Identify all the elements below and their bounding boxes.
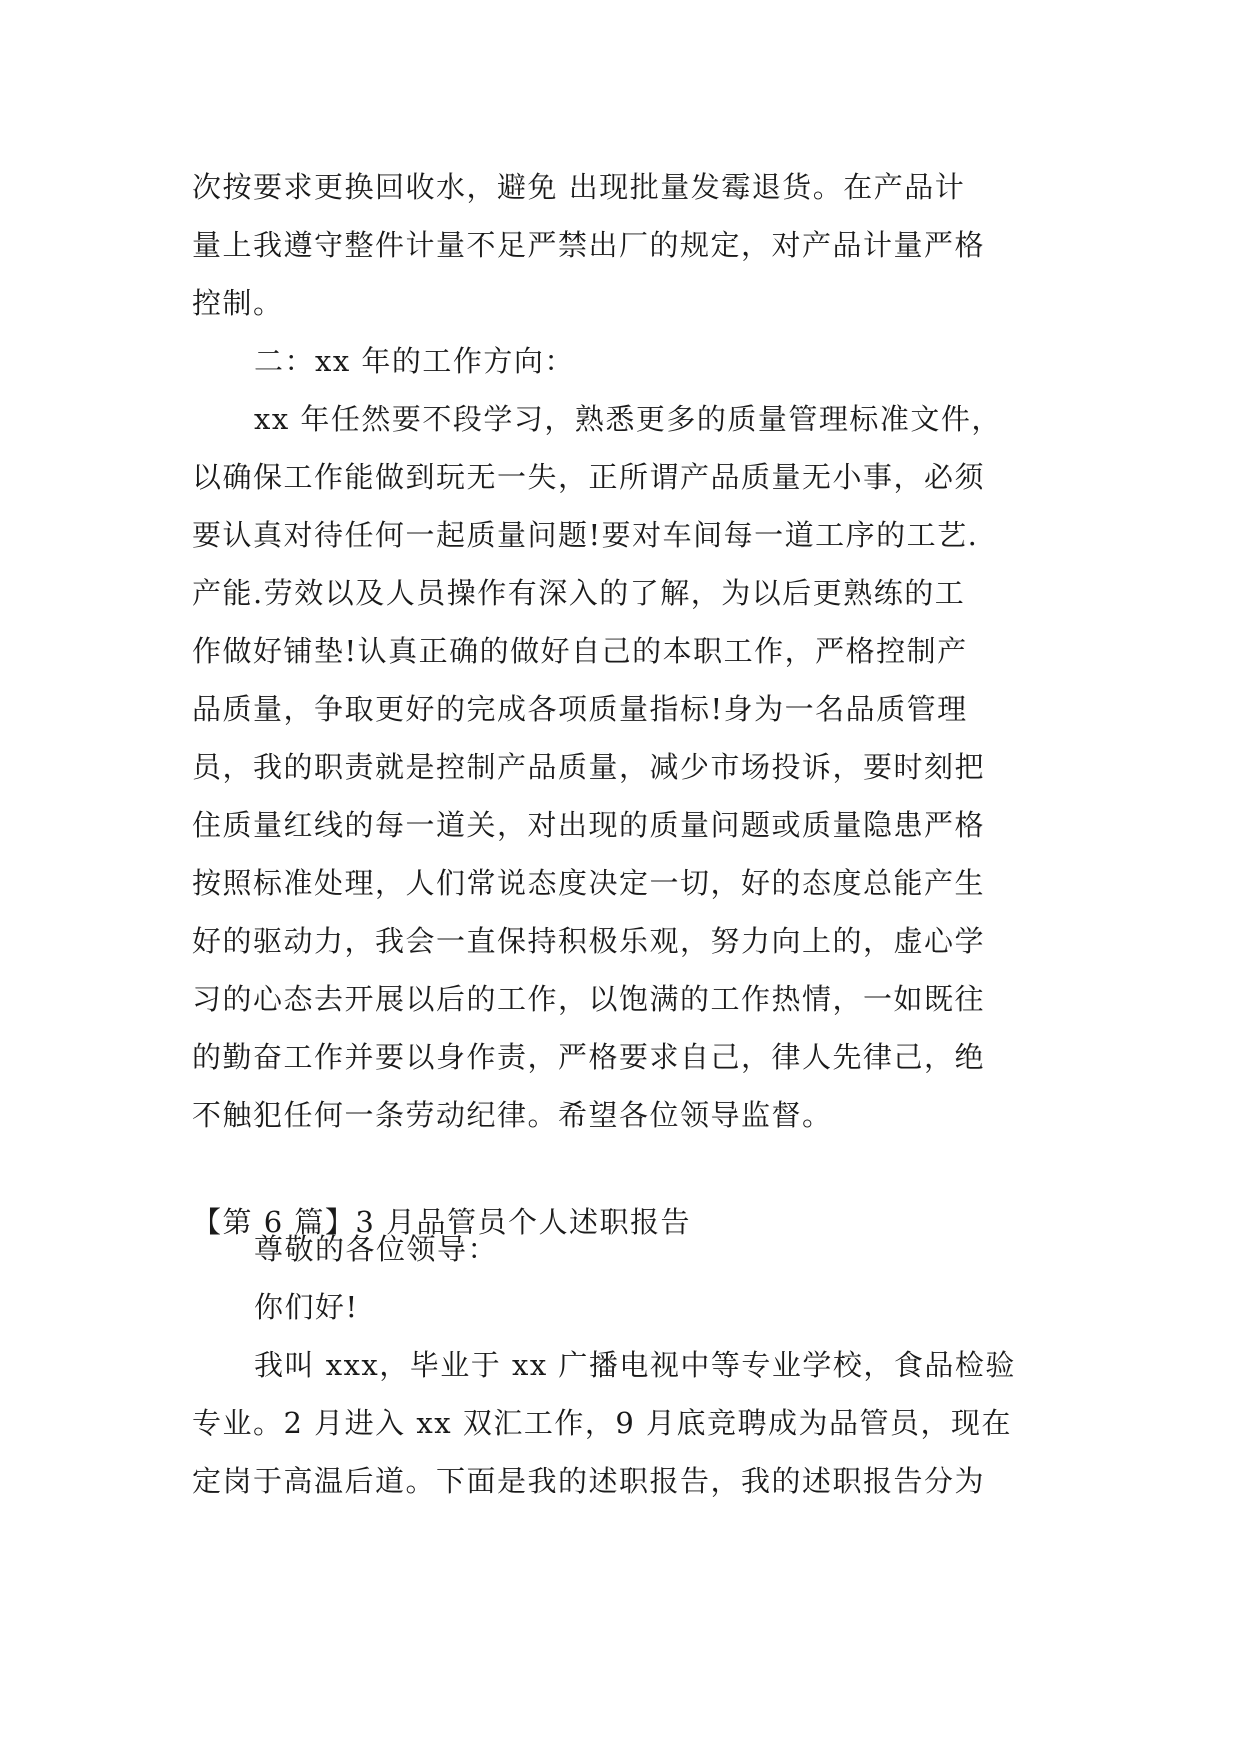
paragraph-line: 以确保工作能做到玩无一失，正所谓产品质量无小事，必须 [192, 460, 986, 494]
paragraph-line: 品质量，争取更好的完成各项质量指标!身为一名品质管理 [192, 692, 968, 726]
paragraph-line: 习的心态去开展以后的工作，以饱满的工作热情，一如既往 [192, 982, 986, 1016]
paragraph-line: 定岗于高温后道。下面是我的述职报告，我的述职报告分为 [192, 1464, 986, 1498]
paragraph-line: 的勤奋工作并要以身作责，严格要求自己，律人先律己，绝 [192, 1040, 986, 1074]
paragraph-line: 次按要求更换回收水，避免 出现批量发霉退货。在产品计 [192, 170, 966, 204]
paragraph-line: 不触犯任何一条劳动纪律。希望各位领导监督。 [192, 1098, 833, 1132]
paragraph-line: 住质量红线的每一道关，对出现的质量问题或质量隐患严格 [192, 808, 986, 842]
paragraph-line: xx 年任然要不段学习，熟悉更多的质量管理标准文件， [254, 402, 1002, 436]
body-text-upper [192, 158, 1052, 1144]
paragraph-line: 作做好铺垫!认真正确的做好自己的本职工作，严格控制产 [192, 634, 968, 668]
body-text-lower [192, 1220, 1052, 1510]
paragraph-line: 我叫 xxx，毕业于 xx 广播电视中等专业学校，食品检验 [254, 1348, 1016, 1382]
paragraph-line: 要认真对待任何一起质量问题!要对车间每一道工序的工艺. [192, 518, 979, 552]
paragraph-line: 好的驱动力，我会一直保持积极乐观，努力向上的，虚心学 [192, 924, 986, 958]
paragraph-line: 按照标准处理，人们常说态度决定一切，好的态度总能产生 [192, 866, 986, 900]
paragraph-line: 控制。 [192, 286, 284, 320]
section-title: 二：xx 年的工作方向： [254, 344, 575, 378]
paragraph-line: 产能.劳效以及人员操作有深入的了解，为以后更熟练的工 [192, 576, 966, 610]
greeting: 你们好! [254, 1290, 359, 1324]
paragraph-line: 量上我遵守整件计量不足严禁出厂的规定，对产品计量严格 [192, 228, 986, 262]
article-heading: 【第 6 篇】3 月品管员个人述职报告 [192, 1205, 692, 1239]
paragraph-line: 专业。2 月进入 xx 双汇工作，9 月底竞聘成为品管员，现在 [192, 1406, 1012, 1440]
paragraph-line: 员，我的职责就是控制产品质量，减少市场投诉，要时刻把 [192, 750, 986, 784]
salutation: 尊敬的各位领导： [254, 1232, 499, 1266]
